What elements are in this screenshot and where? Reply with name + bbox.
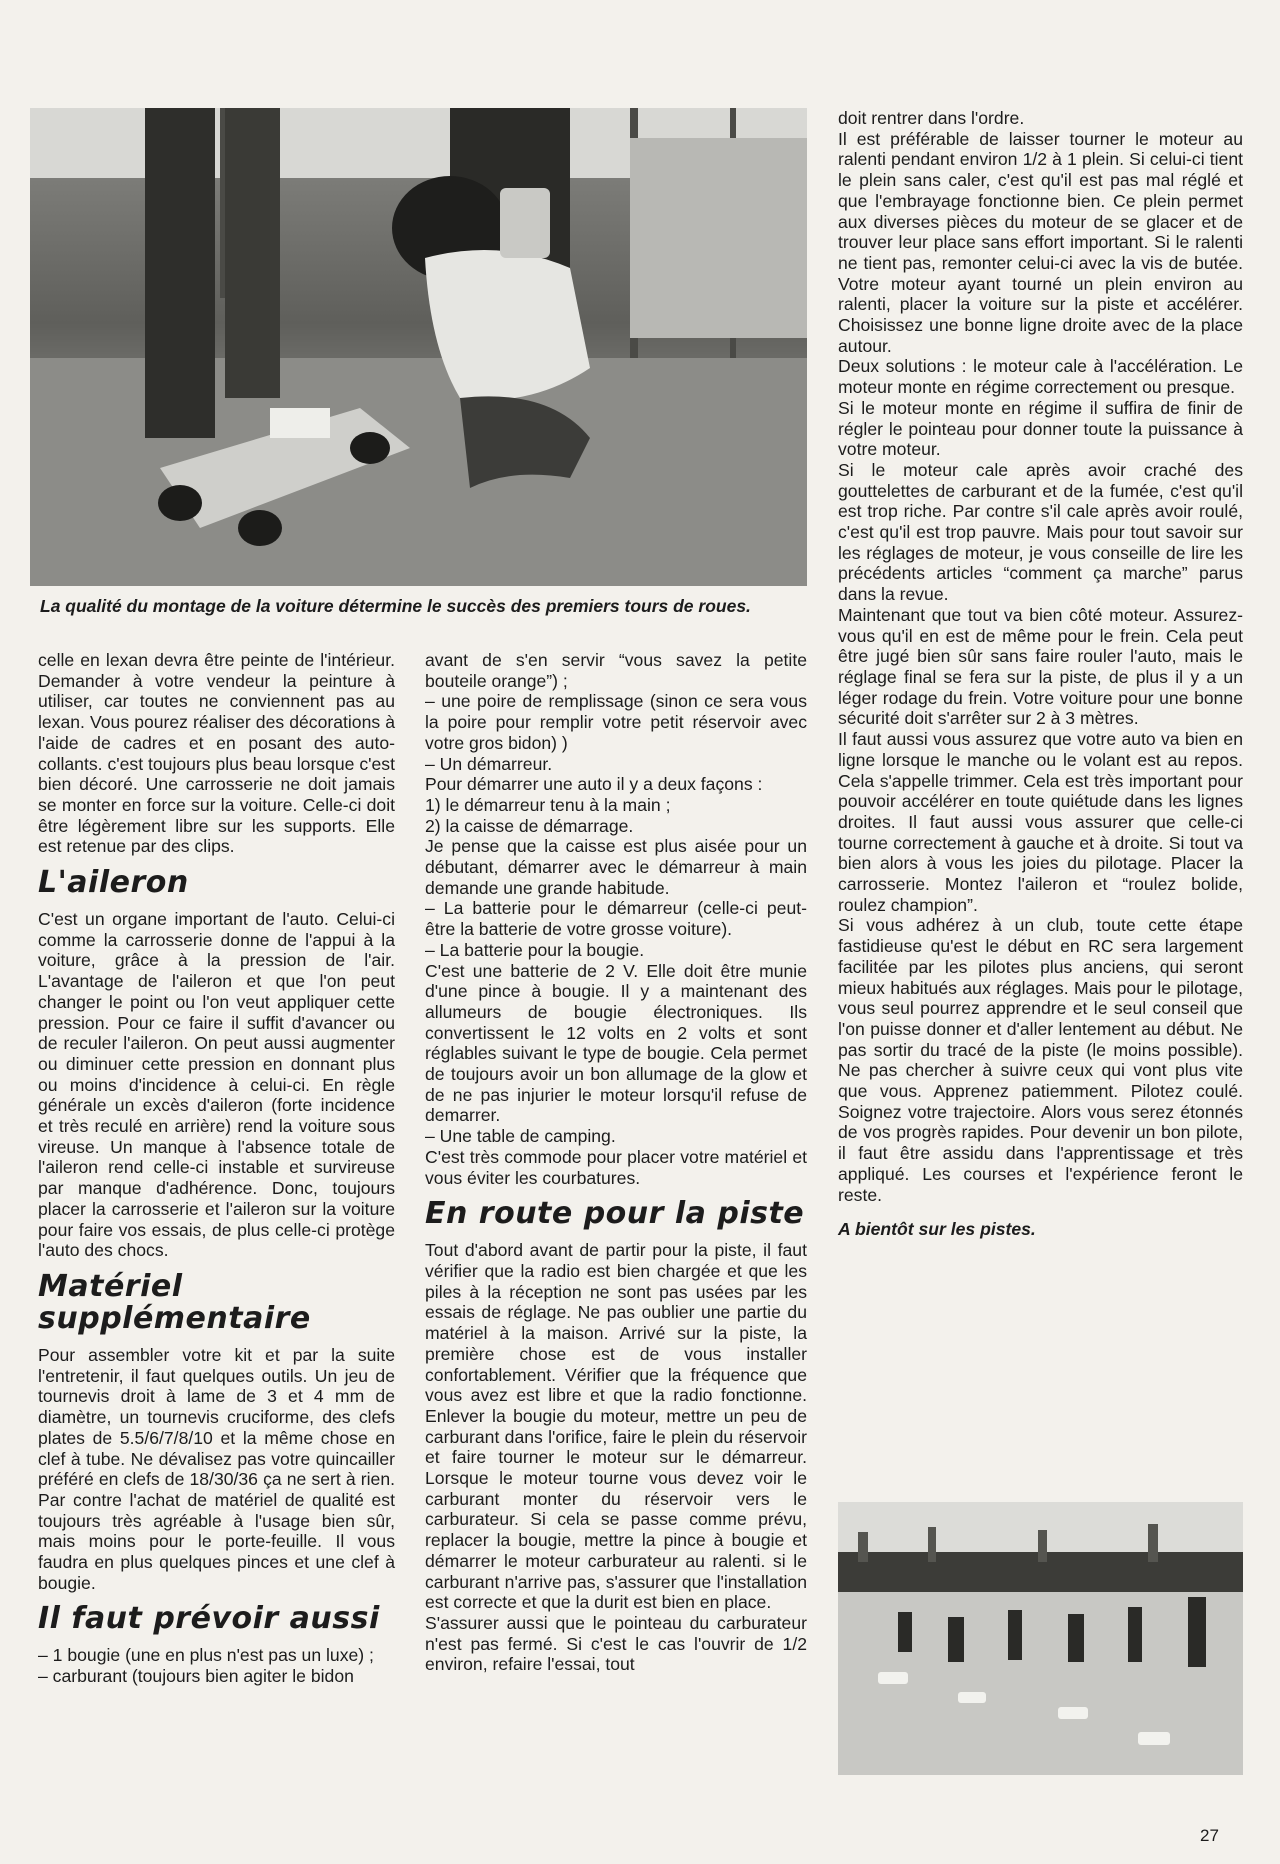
- heading-prevoir: Il faut prévoir aussi: [38, 1601, 380, 1637]
- paragraph-col3-5: Si le moteur cale après avoir craché des gouttelettes de carburant et de la fumée, c'est qu'il est trop riche. Par contre s'il cale après avoir roulé, c'est qu'il est trop pauvre. Mais pour tout savoir sur les réglages de moteur, je vous conseille de lire les précédents articles “comment ça marche” parus dans la revue.: [838, 459, 1243, 605]
- paragraph-col3-1: doit rentrer dans l'ordre.: [838, 108, 1025, 128]
- heading-materiel: Matériel supplémentaire: [38, 1268, 311, 1336]
- paragraph-col2-1: avant de s'en servir “vous savez la petite bouteile orange”) ;: [425, 650, 807, 691]
- heading-aileron: L'aileron: [38, 865, 189, 901]
- paragraph-col3-7: Il faut aussi vous assurez que votre auto va bien en ligne lorsque le manche ou le volant est au repos. Cela s'appelle trimmer. Cela est très important pour pouvoir accélérer en toute quiétude dans les lignes droites. Il faut aussi vous assurer que celle-ci tourne correctement à gauche et à droite. Si tout va bien alors à vous les joies du pilotage. Placer la carrosserie. Montez l'aileron et “roulez bolide, roulez champion”.: [838, 729, 1243, 915]
- paragraph-aileron: C'est un organe important de l'auto. Celui-ci comme la carrosserie donne de l'appui à la voiture, grâce à la pression de l'air. L'avantage de l'aileron et que l'on peut changer le point ou l'on veut appliquer cette pression. Pour ce faire il suffit d'avancer ou de reculer l'aileron. On peut aussi augmenter ou diminuer cette pression en donnant plus ou moins d'incidence à celui-ci. En règle générale un excès d'aileron (forte incidence et très reculé en arrière) rend la voiture sous vireuse. Un manque à l'absence totale de l'aileron rend celle-ci instable et survireuse par manque d'adhérence. Donc, toujours placer la carrosserie et l'aileron sur la voiture pour faire vos essais, de plus celle-ci protège l'auto des chocs.: [38, 909, 395, 1261]
- paragraph-col2-5: 1) le démarreur tenu à la main ;: [425, 794, 671, 815]
- paragraph-col3-8: Si vous adhérez à un club, toute cette étape fastidieuse qu'est le début en RC sera largement facilitée par les pilotes plus anciens, qui seront mieux habitués aux réglages. Mais pour le pilotage, vous seul pourrez apprendre et le seul conseil que l'on puisse donner et d'aller lentement au début. Ne pas sortir du tracé de la piste (le moins possible). Ne pas chercher à suivre ceux qui vont plus vite que vous. Apprenez patiemment. Pilotez coulé. Soignez votre trajectoire. Alors vous serez étonnés de vos progrès rapides. Pour devenir un bon pilote, il faut être assidu dans l'apprentissage et très appliqué. Les courses et l'expérience feront le reste.: [838, 915, 1243, 1205]
- paragraph-col2-4: Pour démarrer une auto il y a deux façons :: [425, 774, 763, 795]
- paragraph-route: Tout d'abord avant de partir pour la piste, il faut vérifier que la radio est bien chargée et que les piles à la réception ne sont pas usées par les essais de réglage. Ne pas oublier une partie du matériel à la maison. Arrivé sur la piste, la première chose est de vous installer confortablement. Vérifier que la fréquence que vous avez est libre et que la radio fonctionne. Enlever la bougie du moteur, mettre un peu de carburant dans l'orifice, faire le plein du réservoir et faire tourner le moteur sur le démarreur. Lorsque le moteur tourne vous devez voir le carburant monter du réservoir vers le carburateur. Si cela se passe comme prévu, replacer la bougie, mettre la pince à bougie et démarrer le moteur carburateur au ralenti. si le carburant n'arrive pas, s'assurer que l'installation est correcte et que la durit est bien en place.: [425, 1240, 807, 1613]
- paragraph-col3-4: Si le moteur monte en régime il suffira de finir de régler le pointeau pour donner toute la puissance à votre moteur.: [838, 397, 1243, 460]
- paragraph-materiel: Pour assembler votre kit et par la suite l'entretenir, il faut quelques outils. Un jeu de tournevis droit à lame de 3 et 4 mm de diamètre, un tournevis cruciforme, des clefs plates de 5.5/6/7/8/10 et la même chose en clef à tube. Ne dévalisez pas votre quincailler préféré en clefs de 18/30/36 ça ne sert à rien. Par contre l'achat de matériel de qualité est toujours très agréable à l'usage bien sûr, mais moins pour le porte-feuille. Il vous faudra en plus quelques pinces et une clef à bougie.: [38, 1344, 395, 1593]
- paragraph-route-2: S'assurer aussi que le pointeau du carburateur n'est pas fermé. Si c'est le cas l'ouvrir de 1/2 environ, refaire l'essai, tout: [425, 1612, 807, 1675]
- paragraph-col2-8: – La batterie pour le démarreur (celle-ci peut-être la batterie de votre grosse voiture).: [425, 898, 807, 940]
- column-1: [38, 650, 395, 1687]
- page-number: 27: [1200, 1826, 1219, 1845]
- paragraph-col3-6: Maintenant que tout va bien côté moteur. Assurez-vous qu'il en est de même pour le frein. Cela peut être jugé bien sûr sans faire rouler l'auto, mais le réglage final se fera sur la piste, de plus il y a un léger rodage du frein. Votre voiture pour une bonne sécurité doit s'arrêter sur 2 à 3 mètres.: [838, 604, 1243, 729]
- list-item-carburant: – carburant (toujours bien agiter le bidon: [38, 1666, 354, 1687]
- list-item-bougie: – 1 bougie (une en plus n'est pas un luxe) ;: [38, 1645, 374, 1666]
- paragraph-col2-9: – La batterie pour la bougie.: [425, 939, 645, 960]
- main-photo-illustration: [30, 108, 807, 586]
- paragraph-col2-6: 2) la caisse de démarrage.: [425, 815, 634, 836]
- paragraph-col2-11: – Une table de camping.: [425, 1126, 616, 1147]
- paragraph-col2-12: C'est très commode pour placer votre matériel et vous éviter les courbatures.: [425, 1146, 807, 1188]
- paragraph-col2-2: – une poire de remplissage (sinon ce sera vous la poire pour remplir votre petit réservoir avec votre gros bidon) ): [425, 691, 807, 753]
- signoff: A bientôt sur les pistes.: [838, 1219, 1036, 1240]
- column-2: [425, 650, 807, 1675]
- photo-caption: La qualité du montage de la voiture détermine le succès des premiers tours de roues.: [40, 596, 751, 616]
- paragraph-col2-7: Je pense que la caisse est plus aisée pour un débutant, démarrer avec le démarreur à main demande une grande habitude.: [425, 836, 807, 898]
- paragraph-col3-3: Deux solutions : le moteur cale à l'accélération. Le moteur monte en régime correctement ou presque.: [838, 356, 1243, 398]
- track-photo-illustration: [838, 1502, 1243, 1775]
- paragraph-col2-10: C'est une batterie de 2 V. Elle doit être munie d'une pince à bougie. Il y a maintenant des allumeurs de bougie électroniques. Ils convertissent le 12 volts en 2 volts et sont réglables suivant le type de bougie. Cela permet de toujours avoir un bon allumage de la glow et de ne pas injurier le moteur lorsqu'il refuse de demarrer.: [425, 960, 807, 1126]
- heading-route: En route pour la piste: [425, 1196, 805, 1232]
- paragraph-col3-2: Il est préférable de laisser tourner le moteur au ralenti pendant environ 1/2 à 1 plein. Si celui-ci tient le plein sans caler, c'est qu'il est pas mal réglé et que l'embrayage fonctionne bien. Ce plein permet aux diverses pièces du moteur de se glacer et de trouver leur place sans effort important. Si le ralenti ne tient pas, remonter celui-ci avec la vis de butée. Votre moteur ayant tourné un plein environ au ralenti, placer la voiture sur la piste et accélérer. Choisissez une bonne ligne droite avec de la place autour.: [838, 128, 1243, 356]
- main-photo-rc-car: [30, 108, 807, 586]
- paragraph-carrosserie: celle en lexan devra être peinte de l'intérieur. Demander à votre vendeur la peinture à utiliser, car toutes ne conviennent pas au lexan. Vous pourez réaliser des décorations à l'aide de cadres et en posant des auto-collants. c'est toujours plus beau lorsque c'est bien décoré. Une carrosserie ne doit jamais se monter en force sur la voiture. Celle-ci doit être légèrement libre sur les supports. Elle est retenue par des clips.: [38, 650, 395, 857]
- track-photo: [838, 1502, 1243, 1775]
- column-3: [838, 108, 1243, 1240]
- paragraph-col2-3: – Un démarreur.: [425, 753, 553, 774]
